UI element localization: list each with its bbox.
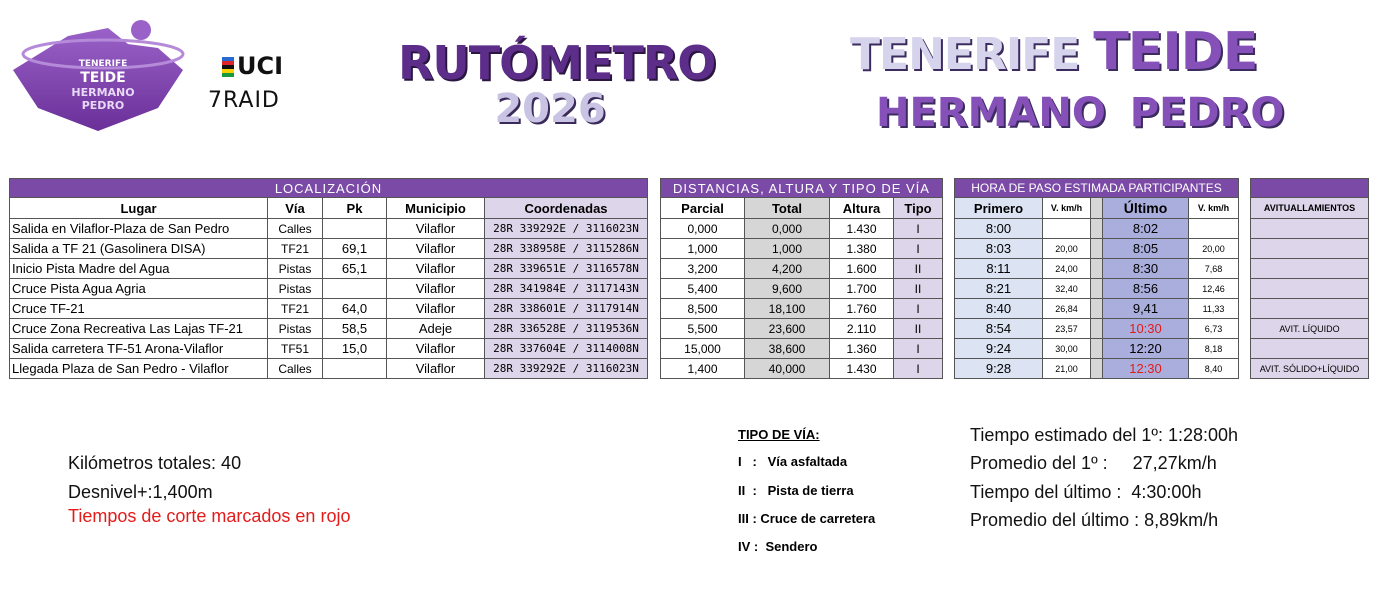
primero-cell: 8:54	[955, 319, 1043, 339]
tipo-cell: I	[894, 299, 943, 319]
coordenadas-cell: 28R 341984E / 3117143N	[485, 279, 648, 299]
spacer-cell	[1091, 319, 1103, 339]
tipo-via-item: III : Cruce de carretera	[738, 511, 876, 526]
table-row	[10, 259, 648, 279]
avit-cell	[1251, 219, 1369, 239]
altura-cell: 1.430	[830, 219, 894, 239]
municipio-cell: Adeje	[387, 319, 485, 339]
col-primero: Primero	[955, 198, 1043, 219]
table-row	[10, 299, 648, 319]
via-cell: TF51	[268, 339, 323, 359]
total-cell: 0,000	[745, 219, 830, 239]
col-coordenadas: Coordenadas	[485, 198, 648, 219]
primero-cell: 8:21	[955, 279, 1043, 299]
total-cell: 18,100	[745, 299, 830, 319]
table-row	[661, 279, 943, 299]
table-row	[10, 319, 648, 339]
logo-text-4: PEDRO	[81, 99, 125, 112]
stat-promedio-primero: Promedio del 1º : 27,27km/h	[970, 453, 1217, 473]
table-row	[955, 259, 1239, 279]
ultimo-cell: 8:56	[1103, 279, 1189, 299]
tipo-via-title: TIPO DE VÍA:	[738, 427, 820, 442]
distancias-table	[660, 178, 943, 379]
table-row	[955, 299, 1239, 319]
spacer-cell	[1091, 339, 1103, 359]
avituallamientos-table	[1250, 178, 1369, 379]
col-parcial: Parcial	[661, 198, 745, 219]
altura-cell: 2.110	[830, 319, 894, 339]
ultimo-cell: 12:30	[1103, 359, 1189, 379]
tipo-via-item: I : Vía asfaltada	[738, 454, 848, 469]
table-row	[661, 219, 943, 239]
tipo-cell: I	[894, 339, 943, 359]
avit-cell	[1251, 259, 1369, 279]
logo-text-2: TEIDE	[80, 70, 126, 86]
via-cell: Pistas	[268, 279, 323, 299]
total-cell: 1,000	[745, 239, 830, 259]
ultimo-cell: 10:30	[1103, 319, 1189, 339]
hora-paso-title: HORA DE PASO ESTIMADA PARTICIPANTES	[955, 179, 1239, 198]
total-cell: 23,600	[745, 319, 830, 339]
total-cell: 9,600	[745, 279, 830, 299]
tipo-cell: II	[894, 259, 943, 279]
localizacion-table	[9, 178, 648, 379]
parcial-cell: 1,000	[661, 239, 745, 259]
tipo-via-item: IV : Sendero	[738, 539, 818, 554]
coordenadas-cell: 28R 338958E / 3115286N	[485, 239, 648, 259]
tipo-cell: II	[894, 279, 943, 299]
tipo-cell: I	[894, 219, 943, 239]
table-row	[955, 219, 1239, 239]
lugar-cell: Cruce Pista Agua Agria	[10, 279, 268, 299]
lugar-cell: Inicio Pista Madre del Agua	[10, 259, 268, 279]
parcial-cell: 1,400	[661, 359, 745, 379]
coordenadas-cell: 28R 338601E / 3117914N	[485, 299, 648, 319]
pk-cell: 15,0	[323, 339, 387, 359]
via-cell: TF21	[268, 239, 323, 259]
pk-cell: 69,1	[323, 239, 387, 259]
municipio-cell: Vilaflor	[387, 339, 485, 359]
primero-cell: 8:40	[955, 299, 1043, 319]
event-name-line1	[850, 22, 1257, 82]
stat-tiempo-ultimo: Tiempo del último : 4:30:00h	[970, 482, 1202, 502]
parcial-cell: 5,500	[661, 319, 745, 339]
col-altura: Altura	[830, 198, 894, 219]
event-name-line2: HERMANO PEDRO	[876, 90, 1285, 136]
table-row	[955, 339, 1239, 359]
pk-cell: 58,5	[323, 319, 387, 339]
municipio-cell: Vilaflor	[387, 239, 485, 259]
tipo-cell: II	[894, 319, 943, 339]
table-row	[955, 319, 1239, 339]
uci-stripes-icon	[222, 57, 234, 77]
total-cell: 38,600	[745, 339, 830, 359]
vel-ultimo-cell: 6,73	[1189, 319, 1239, 339]
avit-cell: AVIT. SÓLIDO+LÍQUIDO	[1251, 359, 1369, 379]
coordenadas-cell: 28R 337604E / 3114008N	[485, 339, 648, 359]
col-avituallamientos: AVITUALLAMIENTOS	[1251, 198, 1369, 219]
col-vel-ultimo: V. km/h	[1189, 198, 1239, 219]
vel-ultimo-cell: 12,46	[1189, 279, 1239, 299]
pk-cell	[323, 219, 387, 239]
altura-cell: 1.360	[830, 339, 894, 359]
pk-cell	[323, 359, 387, 379]
table-row	[1251, 239, 1369, 259]
lugar-cell: Cruce TF-21	[10, 299, 268, 319]
table-row	[661, 319, 943, 339]
lugar-cell: Salida a TF 21 (Gasolinera DISA)	[10, 239, 268, 259]
table-row	[661, 359, 943, 379]
lugar-cell: Salida carretera TF-51 Arona-Vilaflor	[10, 339, 268, 359]
altura-cell: 1.380	[830, 239, 894, 259]
tipo-cell: I	[894, 239, 943, 259]
pk-cell: 65,1	[323, 259, 387, 279]
table-row	[1251, 339, 1369, 359]
altura-cell: 1.430	[830, 359, 894, 379]
municipio-cell: Vilaflor	[387, 359, 485, 379]
ultimo-cell: 12:20	[1103, 339, 1189, 359]
vel-primero-cell: 20,00	[1043, 239, 1091, 259]
page-title: RUTÓMETRO	[398, 36, 716, 90]
avit-cell	[1251, 339, 1369, 359]
avit-cell	[1251, 279, 1369, 299]
spacer-cell	[1091, 259, 1103, 279]
logo-text-3: HERMANO	[71, 86, 135, 99]
municipio-cell: Vilaflor	[387, 259, 485, 279]
municipio-cell: Vilaflor	[387, 219, 485, 239]
via-cell: Calles	[268, 359, 323, 379]
table-row	[661, 339, 943, 359]
spacer-cell	[1091, 279, 1103, 299]
via-cell: Calles	[268, 219, 323, 239]
parcial-cell: 5,400	[661, 279, 745, 299]
vel-primero-cell: 24,00	[1043, 259, 1091, 279]
primero-cell: 8:00	[955, 219, 1043, 239]
col-pk: Pk	[323, 198, 387, 219]
altura-cell: 1.760	[830, 299, 894, 319]
table-row	[10, 339, 648, 359]
tipo-via-item: II : Pista de tierra	[738, 483, 854, 498]
municipio-cell: Vilaflor	[387, 299, 485, 319]
lugar-cell: Llegada Plaza de San Pedro - Vilaflor	[10, 359, 268, 379]
pk-cell: 64,0	[323, 299, 387, 319]
table-row	[1251, 219, 1369, 239]
ultimo-cell: 8:02	[1103, 219, 1189, 239]
raid-logo: 7RAID	[208, 88, 280, 113]
coordenadas-cell: 28R 339651E / 3116578N	[485, 259, 648, 279]
col-spacer	[1091, 198, 1103, 219]
lugar-cell: Salida en Vilaflor-Plaza de San Pedro	[10, 219, 268, 239]
vel-primero-cell: 21,00	[1043, 359, 1091, 379]
table-row	[661, 259, 943, 279]
tiempos-corte-note: Tiempos de corte marcados en rojo	[68, 506, 351, 526]
table-row	[1251, 299, 1369, 319]
avit-cell	[1251, 299, 1369, 319]
primero-cell: 8:11	[955, 259, 1043, 279]
vel-ultimo-cell	[1189, 219, 1239, 239]
tipo-cell: I	[894, 359, 943, 379]
coordenadas-cell: 28R 336528E / 3119536N	[485, 319, 648, 339]
col-via: Vía	[268, 198, 323, 219]
km-totales: Kilómetros totales: 40	[68, 453, 242, 473]
spacer-cell	[1091, 359, 1103, 379]
event-word-tenerife: TENERIFE	[850, 29, 1080, 80]
ultimo-cell: 9,41	[1103, 299, 1189, 319]
table-row	[955, 359, 1239, 379]
distancias-title: DISTANCIAS, ALTURA Y TIPO DE VÍA	[661, 179, 943, 198]
vel-primero-cell: 26,84	[1043, 299, 1091, 319]
vel-ultimo-cell: 7,68	[1189, 259, 1239, 279]
table-row	[1251, 259, 1369, 279]
parcial-cell: 3,200	[661, 259, 745, 279]
spacer-cell	[1091, 239, 1103, 259]
table-row	[661, 299, 943, 319]
avit-cell: AVIT. LÍQUIDO	[1251, 319, 1369, 339]
via-cell: Pistas	[268, 259, 323, 279]
parcial-cell: 0,000	[661, 219, 745, 239]
vel-primero-cell: 30,00	[1043, 339, 1091, 359]
primero-cell: 9:28	[955, 359, 1043, 379]
primero-cell: 9:24	[955, 339, 1043, 359]
stat-tiempo-primero: Tiempo estimado del 1º: 1:28:00h	[970, 425, 1239, 445]
altura-cell: 1.700	[830, 279, 894, 299]
ultimo-cell: 8:05	[1103, 239, 1189, 259]
ultimo-cell: 8:30	[1103, 259, 1189, 279]
vel-ultimo-cell: 8,18	[1189, 339, 1239, 359]
uci-logo	[222, 52, 283, 80]
coordenadas-cell: 28R 339292E / 3116023N	[485, 219, 648, 239]
col-vel-primero: V. km/h	[1043, 198, 1091, 219]
col-total: Total	[745, 198, 830, 219]
uci-text: UCI	[237, 52, 284, 80]
via-cell: Pistas	[268, 319, 323, 339]
via-cell: TF21	[268, 299, 323, 319]
spacer-cell	[1091, 299, 1103, 319]
vel-primero-cell: 32,40	[1043, 279, 1091, 299]
hora-paso-table	[954, 178, 1239, 379]
spacer-cell	[1091, 219, 1103, 239]
vel-ultimo-cell: 20,00	[1189, 239, 1239, 259]
total-cell: 4,200	[745, 259, 830, 279]
event-word-teide: TEIDE	[1093, 22, 1258, 82]
primero-cell: 8:03	[955, 239, 1043, 259]
desnivel: Desnivel+:1,400m	[68, 482, 213, 502]
vel-primero-cell: 23,57	[1043, 319, 1091, 339]
avit-title-bar	[1251, 179, 1369, 198]
localizacion-title: LOCALIZACIÓN	[10, 179, 648, 198]
lugar-cell: Cruce Zona Recreativa Las Lajas TF-21	[10, 319, 268, 339]
table-row	[1251, 279, 1369, 299]
table-row	[10, 219, 648, 239]
col-tipo: Tipo	[894, 198, 943, 219]
table-row	[10, 359, 648, 379]
event-logo	[8, 18, 188, 133]
altura-cell: 1.600	[830, 259, 894, 279]
col-municipio: Municipio	[387, 198, 485, 219]
parcial-cell: 15,000	[661, 339, 745, 359]
vel-primero-cell	[1043, 219, 1091, 239]
coordenadas-cell: 28R 339292E / 3116023N	[485, 359, 648, 379]
table-row	[955, 239, 1239, 259]
pk-cell	[323, 279, 387, 299]
stat-promedio-ultimo: Promedio del último : 8,89km/h	[970, 510, 1219, 530]
table-row	[1251, 319, 1369, 339]
avit-cell	[1251, 239, 1369, 259]
total-cell: 40,000	[745, 359, 830, 379]
vel-ultimo-cell: 11,33	[1189, 299, 1239, 319]
col-lugar: Lugar	[10, 198, 268, 219]
table-row	[10, 279, 648, 299]
logo-text-1: TENERIFE	[78, 59, 128, 69]
table-row	[661, 239, 943, 259]
vel-ultimo-cell: 8,40	[1189, 359, 1239, 379]
table-row	[955, 279, 1239, 299]
municipio-cell: Vilaflor	[387, 279, 485, 299]
parcial-cell: 8,500	[661, 299, 745, 319]
page-year: 2026	[494, 86, 606, 132]
table-row	[1251, 359, 1369, 379]
col-ultimo: Último	[1103, 198, 1189, 219]
table-row	[10, 239, 648, 259]
